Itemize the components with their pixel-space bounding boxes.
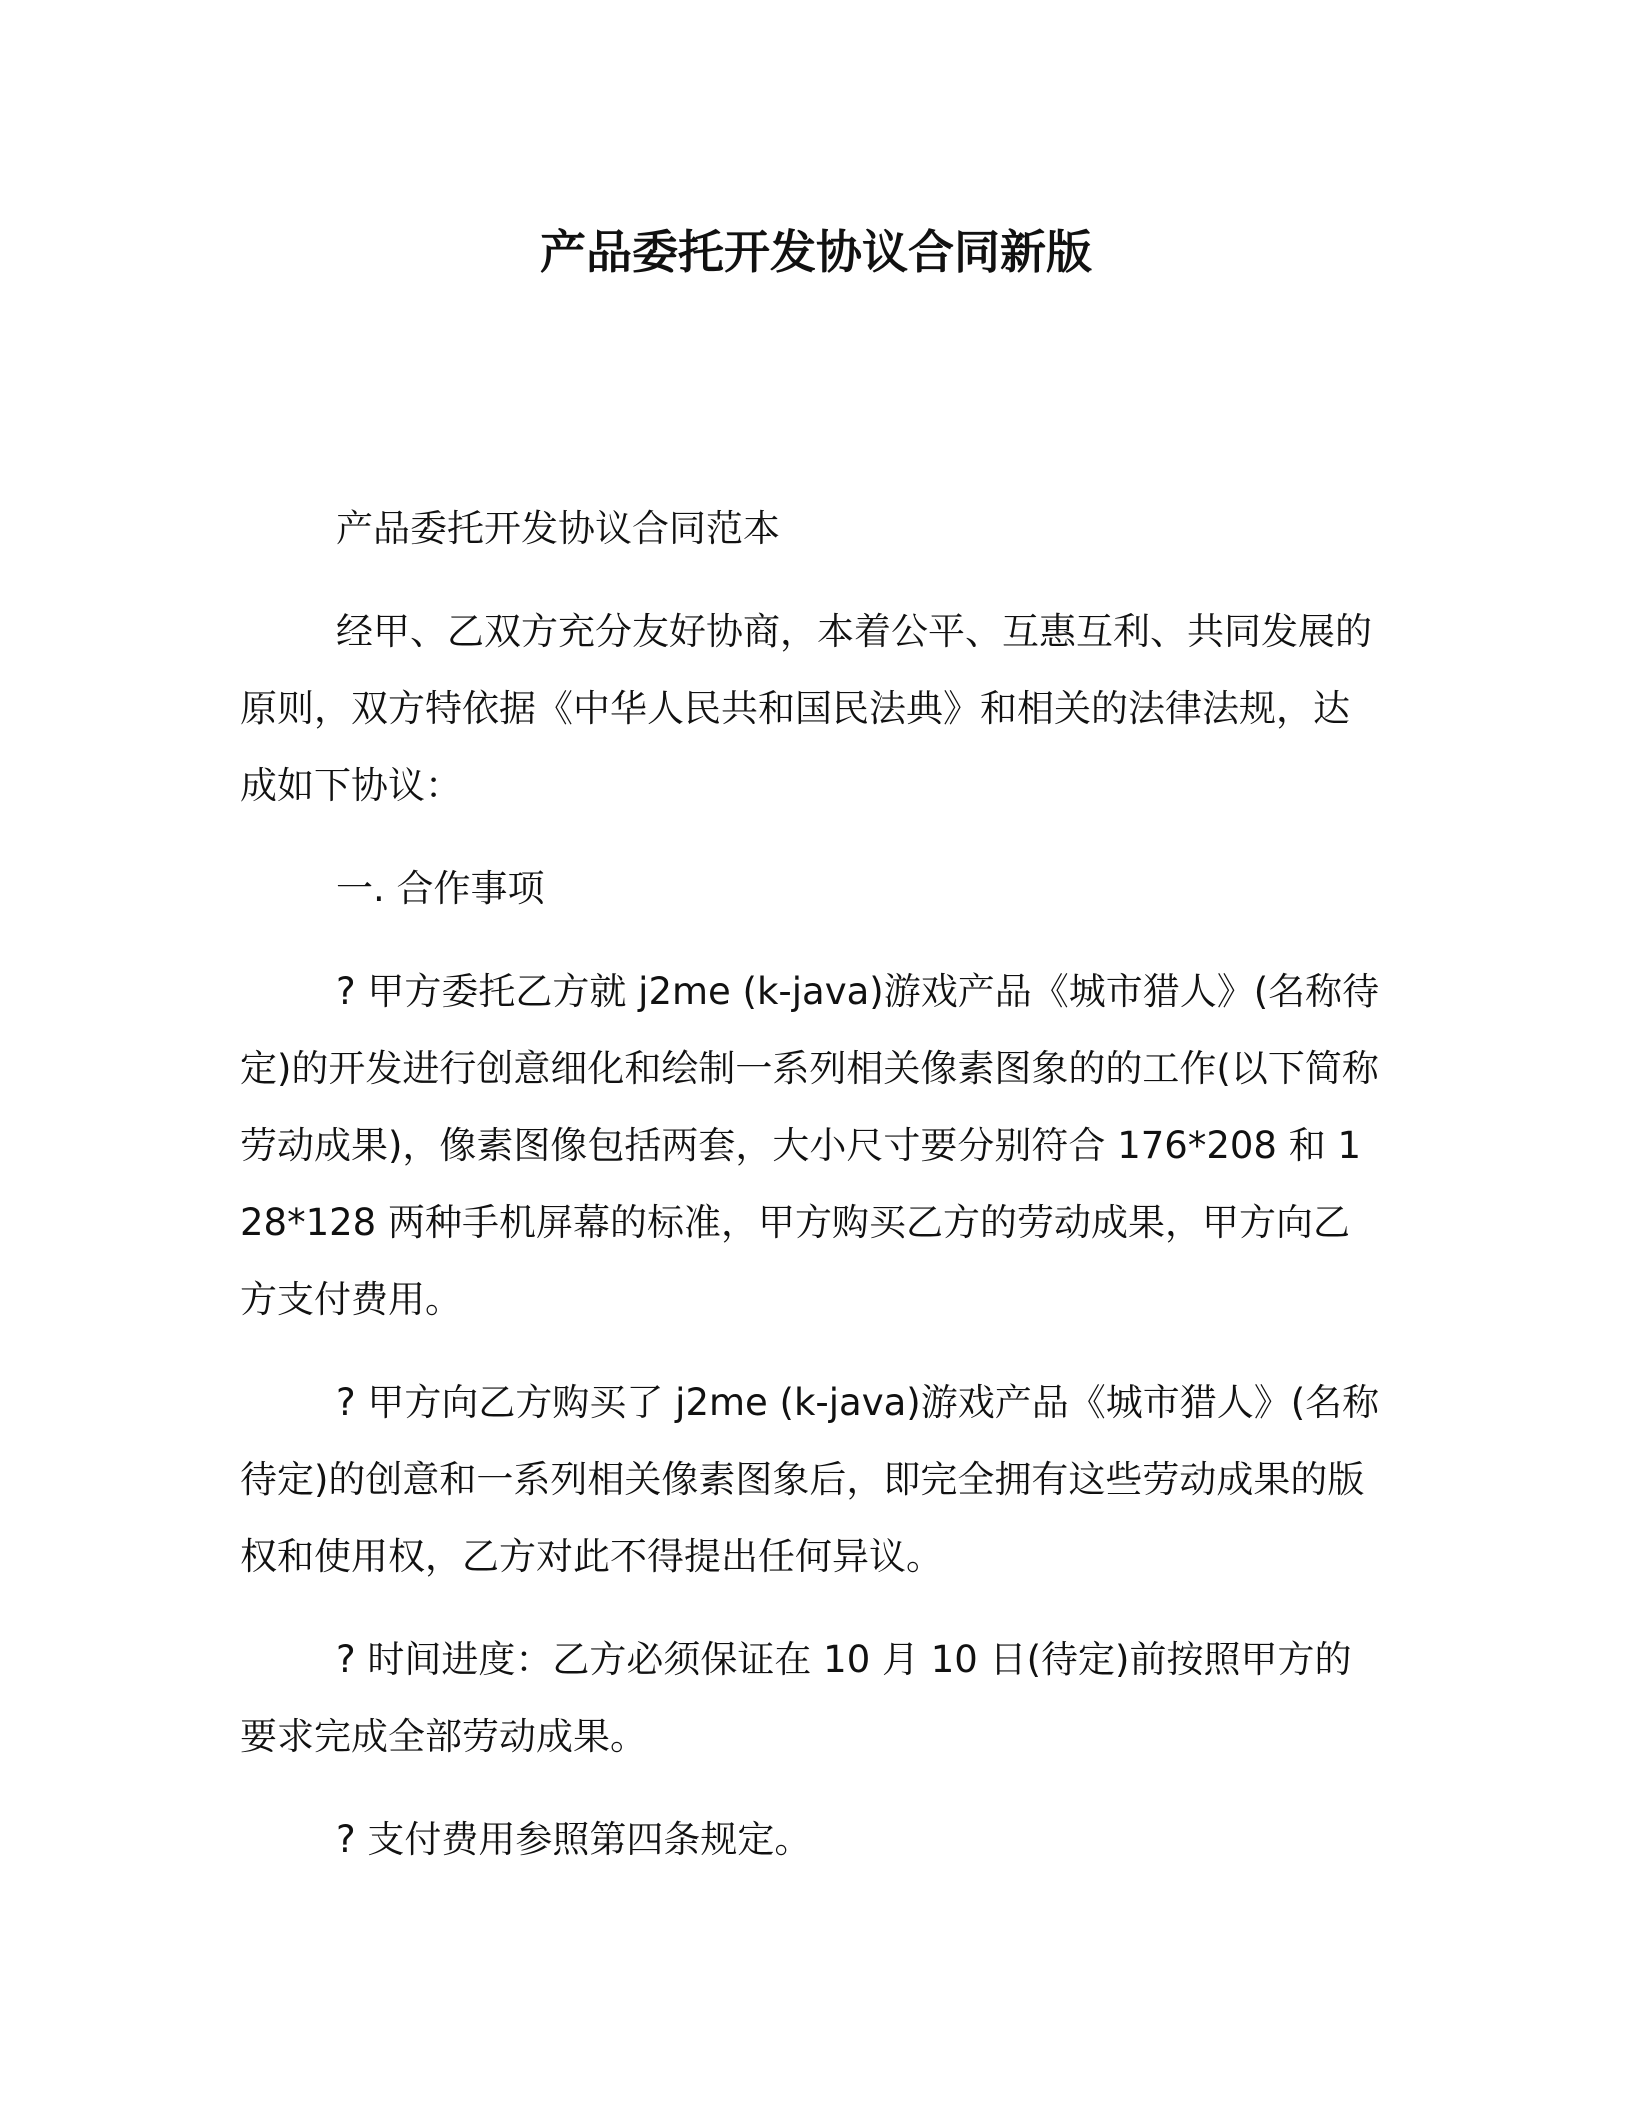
section-heading-cooperation: 一. 合作事项	[336, 867, 545, 910]
clause-paragraph: ? 时间进度：乙方必须保证在 10 月 10 日(待定)前按照甲方的要求完成全部劳动成果。	[240, 1638, 1352, 1758]
clause-paragraph: ? 甲方委托乙方就 j2me (k-java)游戏产品《城市猎人》(名称待定)的开发进行创意细化和绘制一系列相关像素图象的的工作(以下简称劳动成果)，像素图像包括两套，大小尺寸要分别符合 176*208 和 128*128 两种手机屏幕的标准，甲方购买乙方的劳动成果，甲方向乙方支付费用。	[240, 970, 1380, 1321]
preamble-paragraph: 经甲、乙双方充分友好协商，本着公平、互惠互利、共同发展的原则，双方特依据《中华人民共和国民法典》和相关的法律法规，达成如下协议：	[240, 610, 1372, 807]
document-body	[240, 490, 1380, 1904]
contract-subtitle: 产品委托开发协议合同范本	[336, 507, 780, 550]
clause-paragraph: ? 支付费用参照第四条规定。	[336, 1818, 812, 1861]
clause-paragraph: ? 甲方向乙方购买了 j2me (k-java)游戏产品《城市猎人》(名称待定)的创意和一系列相关像素图象后，即完全拥有这些劳动成果的版权和使用权，乙方对此不得提出任何异议。	[240, 1381, 1380, 1578]
document-title: 产品委托开发协议合同新版	[540, 225, 1092, 279]
